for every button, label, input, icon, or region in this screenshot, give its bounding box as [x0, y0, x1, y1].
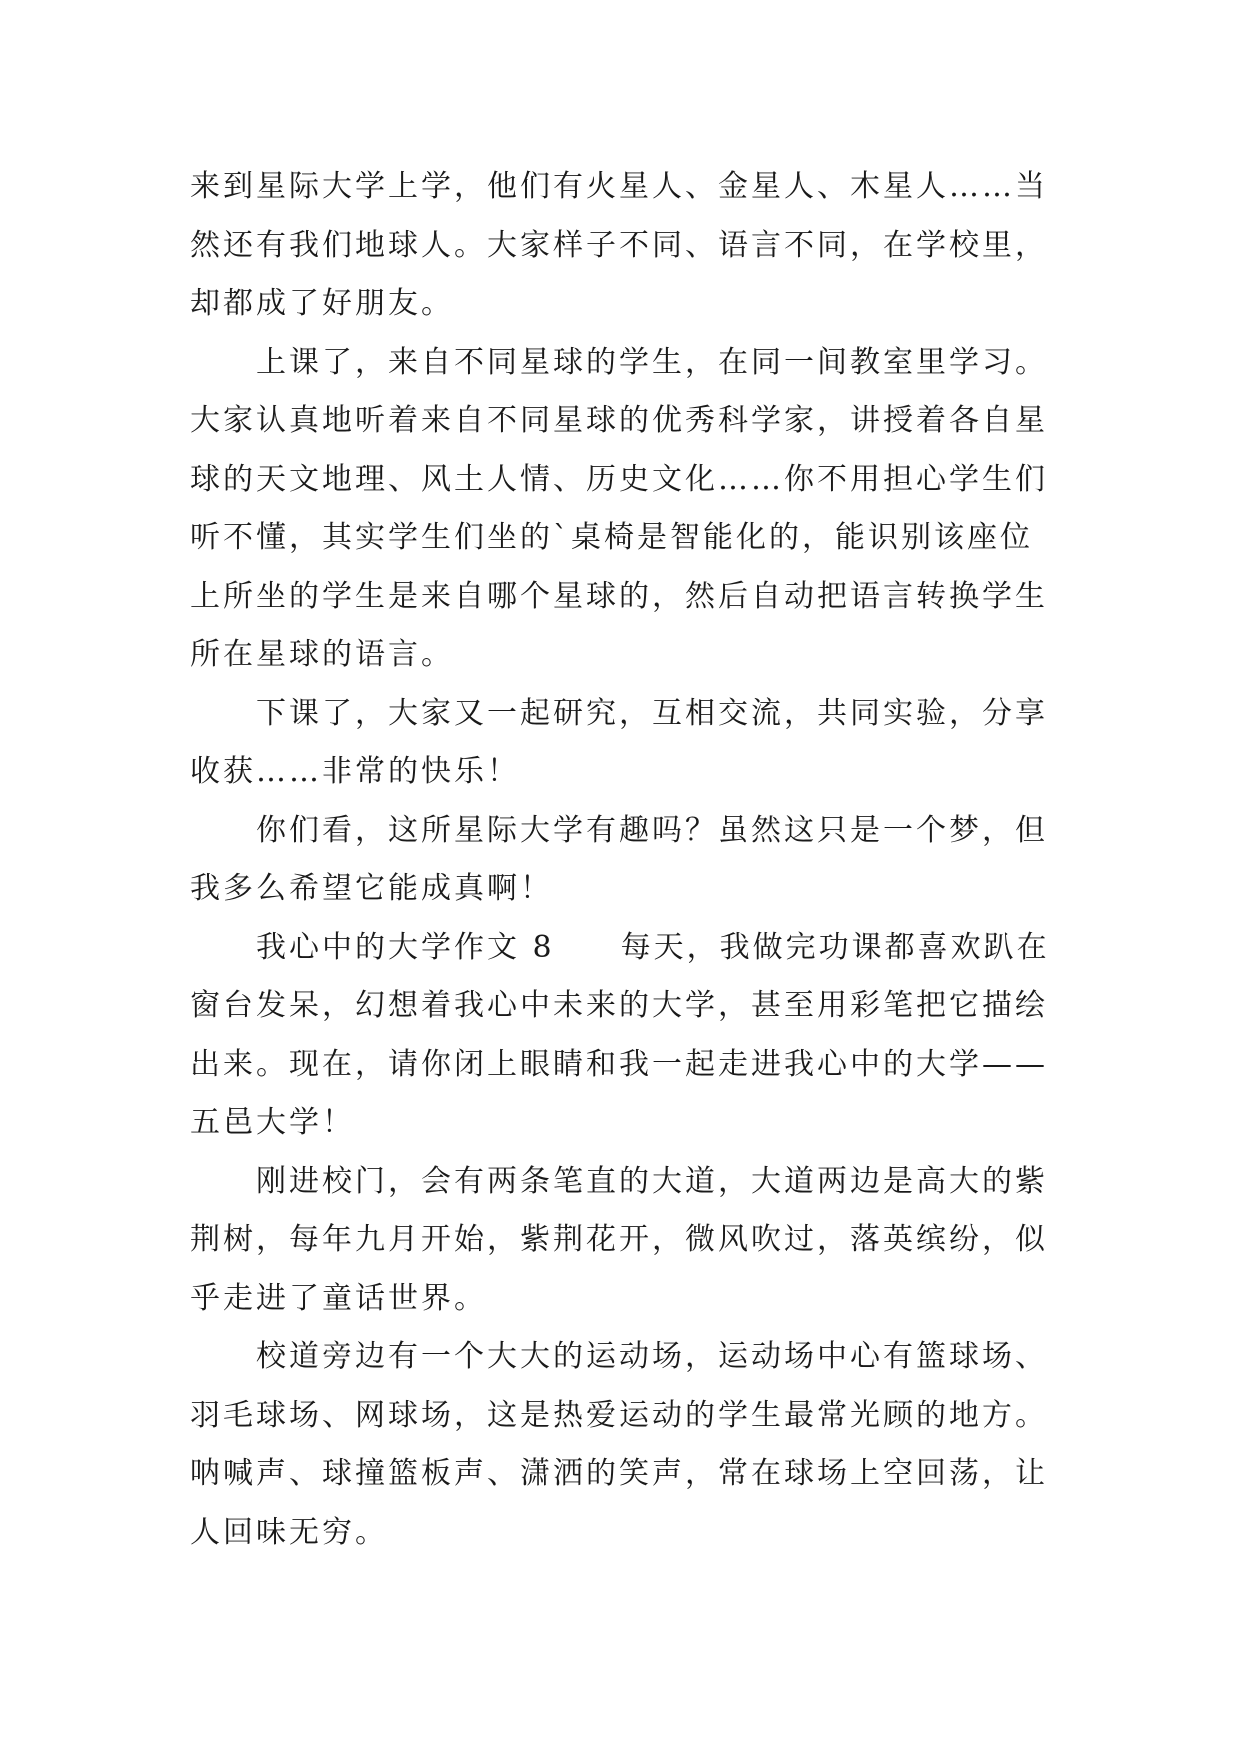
- text-line: 然还有我们地球人。大家样子不同、语言不同，在学校里，: [190, 227, 1048, 263]
- paragraph-start-line: 我心中的大学作文 8 每天，我做完功课都喜欢趴在: [256, 929, 1050, 965]
- text-line: 球的天文地理、风土人情、历史文化……你不用担心学生们: [190, 461, 1048, 497]
- document-page: [190, 158, 1070, 1562]
- paragraph-start-line: 下课了，大家又一起研究，互相交流，共同实验，分享: [256, 695, 1048, 731]
- text-line: 所在星球的语言。: [190, 637, 454, 672]
- paragraph-start-line: 刚进校门，会有两条笔直的大道，大道两边是高大的紫: [256, 1163, 1048, 1199]
- text-line: 乎走进了童话世界。: [190, 1280, 487, 1316]
- text-line: 羽毛球场、网球场，这是热爱运动的学生最常光顾的地方。: [190, 1397, 1048, 1433]
- text-line: 来到星际大学上学，他们有火星人、金星人、木星人……当: [190, 169, 1048, 204]
- text-line: 大家认真地听着来自不同星球的优秀科学家，讲授着各自星: [190, 403, 1048, 438]
- text-line: 出来。现在，请你闭上眼睛和我一起走进我心中的大学——: [190, 1046, 1048, 1082]
- text-line: 却都成了好朋友。: [190, 286, 454, 321]
- text-line: 五邑大学！: [190, 1105, 355, 1140]
- text-line: 听不懂，其实学生们坐的`桌椅是智能化的，能识别该座位: [190, 520, 1033, 555]
- paragraph-start-line: 你们看，这所星际大学有趣吗？虽然这只是一个梦，但: [256, 812, 1048, 848]
- text-line: 我多么希望它能成真啊！: [190, 871, 553, 906]
- text-line: 人回味无穷。: [190, 1514, 388, 1550]
- text-line: 窗台发呆，幻想着我心中未来的大学，甚至用彩笔把它描绘: [190, 988, 1048, 1023]
- text-line: 上所坐的学生是来自哪个星球的，然后自动把语言转换学生: [190, 578, 1048, 614]
- text-line: 呐喊声、球撞篮板声、潇洒的笑声，常在球场上空回荡，让: [190, 1456, 1048, 1491]
- text-line: 荆树，每年九月开始，紫荆花开，微风吹过，落英缤纷，似: [190, 1222, 1048, 1257]
- text-line: 收获……非常的快乐！: [190, 754, 520, 789]
- paragraph-start-line: 上课了，来自不同星球的学生，在同一间教室里学习。: [256, 344, 1048, 380]
- paragraph-start-line: 校道旁边有一个大大的运动场，运动场中心有篮球场、: [256, 1339, 1048, 1374]
